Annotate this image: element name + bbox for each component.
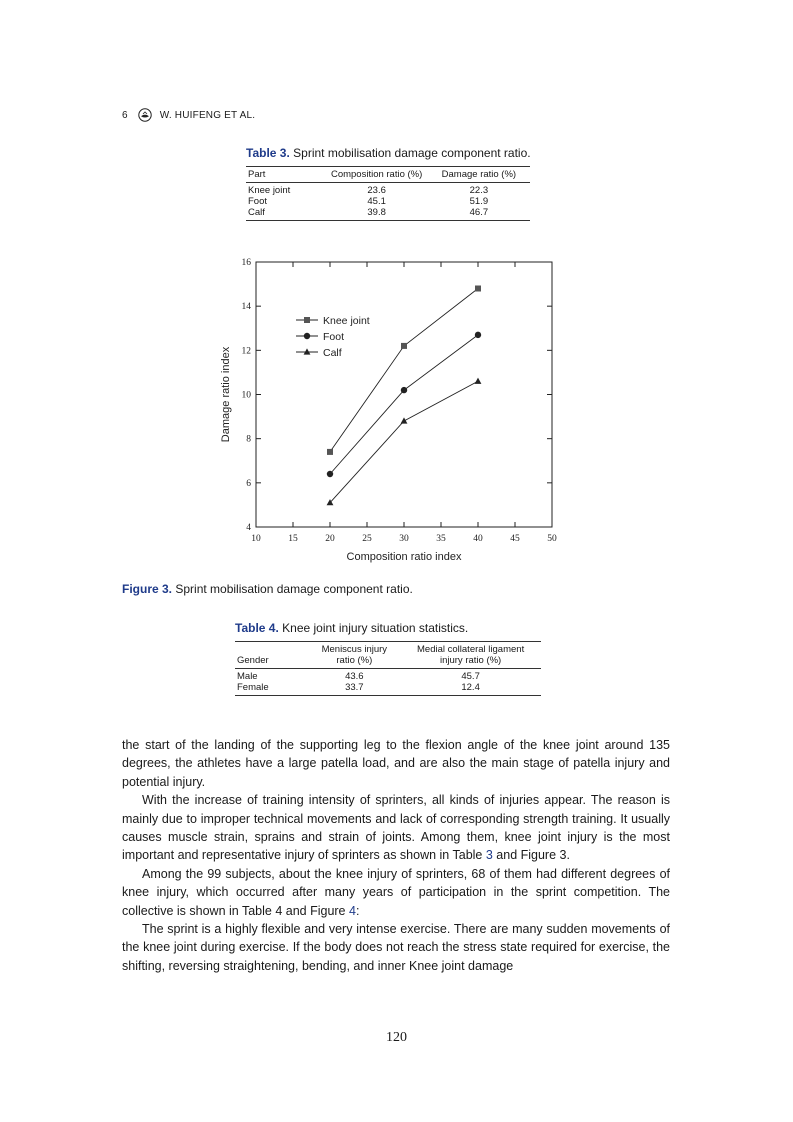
- figure-3-label: Figure 3.: [122, 582, 173, 596]
- y-tick-label: 10: [241, 390, 251, 401]
- y-tick-label: 12: [241, 346, 251, 357]
- column-header-line: Meniscus injury: [321, 644, 388, 655]
- data-point-calf: [401, 417, 408, 423]
- page-number: 6: [122, 109, 128, 121]
- y-tick-label: 14: [241, 302, 251, 313]
- body-text: [122, 736, 670, 975]
- data-point-foot: [327, 471, 333, 477]
- data-point-calf: [475, 378, 482, 384]
- table-3-link[interactable]: 3: [485, 848, 493, 863]
- paragraph: The sprint is a highly flexible and very intense exercise. There are many sudden movements of the knee joint during exercise. If the body does not reach the stress state required for exercise, the shifting, reversing straightening, bending, and inner Knee joint damage: [122, 922, 670, 973]
- table-cell: 39.8: [326, 207, 428, 221]
- paragraph-text: and Figure: [492, 848, 560, 863]
- paragraph-text: .: [566, 848, 570, 863]
- table-row: [246, 196, 530, 207]
- legend-marker-foot: [304, 333, 310, 339]
- column-header-line: ratio (%): [336, 655, 373, 666]
- table-cell: 43.6: [345, 671, 364, 682]
- table-3-grid: [246, 166, 530, 221]
- series-line-calf: [330, 381, 478, 502]
- x-tick-label: 15: [288, 534, 298, 544]
- figure-4-link[interactable]: 4: [349, 903, 356, 918]
- y-tick-label: 16: [241, 258, 251, 268]
- x-tick-label: 35: [436, 534, 446, 544]
- data-point-foot: [475, 332, 481, 338]
- legend-marker-calf: [304, 348, 311, 354]
- column-header: Damage ratio (%): [428, 167, 530, 183]
- column-header-line: injury ratio (%): [439, 655, 502, 666]
- table-4-caption: [235, 621, 541, 635]
- paragraph: [122, 791, 670, 865]
- data-point-knee-joint: [475, 286, 481, 292]
- paragraph-text: Among the 99 subjects, about the knee injury of sprinters, 68 of them had different degrees of knee injury, which occurred after many years of participation in the sprint competition. The collective is shown in Table: [122, 866, 670, 918]
- figure-3-caption: [122, 582, 413, 596]
- paragraph-text: :: [355, 903, 360, 918]
- series-line-knee-joint: [330, 289, 478, 452]
- table-cell: Calf: [246, 207, 326, 221]
- column-header-line: Gender: [237, 655, 269, 666]
- table-cell: Knee joint: [248, 185, 291, 196]
- legend-label-foot: Foot: [323, 331, 345, 343]
- y-tick-label: 8: [246, 434, 251, 445]
- x-tick-label: 30: [399, 534, 409, 544]
- table-cell: 12.4: [400, 682, 541, 696]
- table-4-label: Table 4.: [235, 621, 279, 635]
- y-tick-label: 4: [246, 523, 251, 533]
- column-header: [235, 642, 308, 669]
- table-cell: Female: [235, 682, 308, 696]
- column-header: Part: [246, 167, 326, 183]
- column-header-line: Medial collateral ligament: [417, 644, 525, 655]
- table-cell: 45.7: [461, 671, 480, 682]
- table-cell: 23.6: [367, 185, 386, 196]
- figure-3-chart: [215, 250, 565, 570]
- publisher-logo-icon: [138, 108, 152, 122]
- y-axis-label: Damage ratio index: [220, 346, 232, 443]
- figure-3-caption-text: Sprint mobilisation damage component ratio.: [175, 582, 413, 596]
- table-4-link[interactable]: 4: [275, 903, 283, 918]
- table-3-label: Table 3.: [246, 146, 290, 160]
- table-4-title: Knee joint injury situation statistics.: [282, 621, 469, 635]
- table-row: [246, 183, 530, 197]
- column-header: Composition ratio (%): [326, 167, 428, 183]
- table-header-row: [246, 167, 530, 183]
- legend-marker-knee-joint: [304, 317, 310, 323]
- table-row: [235, 682, 541, 696]
- running-authors: W. HUIFENG ET AL.: [159, 109, 256, 121]
- table-row: [235, 669, 541, 683]
- legend-label-calf: Calf: [323, 347, 342, 359]
- table-3-title: Sprint mobilisation damage component ratio.: [293, 146, 531, 160]
- table-cell: 51.9: [469, 196, 489, 207]
- data-point-knee-joint: [327, 449, 333, 455]
- table-cell: 45.1: [367, 196, 386, 207]
- column-header: [400, 642, 541, 669]
- table-3-caption: [246, 146, 530, 160]
- x-tick-label: 25: [362, 534, 372, 544]
- table-4-grid: [235, 641, 541, 696]
- x-tick-label: 10: [251, 534, 261, 544]
- paragraph-text: With the increase of training intensity of sprinters, all kinds of injuries appear. The reason is mainly due to improper technical movements and lack of corresponding strength training. It usually causes muscle strain, sprains and strain of joints. Among them, knee joint injury is the most important and representative injury of sprinters as shown in Table: [122, 793, 670, 863]
- paragraph: [122, 865, 670, 920]
- data-point-foot: [401, 387, 407, 393]
- table-cell: Male: [237, 671, 258, 682]
- table-cell: 33.7: [308, 682, 400, 696]
- table-cell: 46.7: [428, 207, 530, 221]
- x-tick-label: 20: [325, 534, 335, 544]
- paragraph: the start of the landing of the supporting leg to the flexion angle of the knee joint around 135 degrees, the athletes have a large patella load, and are also the main stage of patella injury and potential injury.: [122, 738, 670, 789]
- paragraph-text: and Figure: [282, 903, 349, 918]
- x-tick-label: 45: [510, 534, 520, 544]
- table-cell: Foot: [248, 196, 268, 207]
- series-line-foot: [330, 335, 478, 474]
- table-header-row: [235, 642, 541, 669]
- y-tick-label: 6: [246, 478, 251, 489]
- plot-frame: [256, 262, 552, 527]
- figure-3-link[interactable]: 3: [559, 848, 567, 863]
- table-row: [246, 207, 530, 221]
- running-head: [122, 107, 255, 123]
- folio: 120: [386, 1030, 407, 1045]
- x-tick-label: 40: [473, 534, 483, 544]
- table-4: [235, 621, 541, 696]
- legend-label-knee-joint: Knee joint: [323, 315, 370, 327]
- x-axis-label: Composition ratio index: [346, 551, 462, 563]
- column-header: [308, 642, 400, 669]
- x-tick-label: 50: [547, 534, 557, 544]
- data-point-knee-joint: [401, 343, 407, 349]
- table-3: [246, 146, 530, 221]
- table-cell: 22.3: [469, 185, 489, 196]
